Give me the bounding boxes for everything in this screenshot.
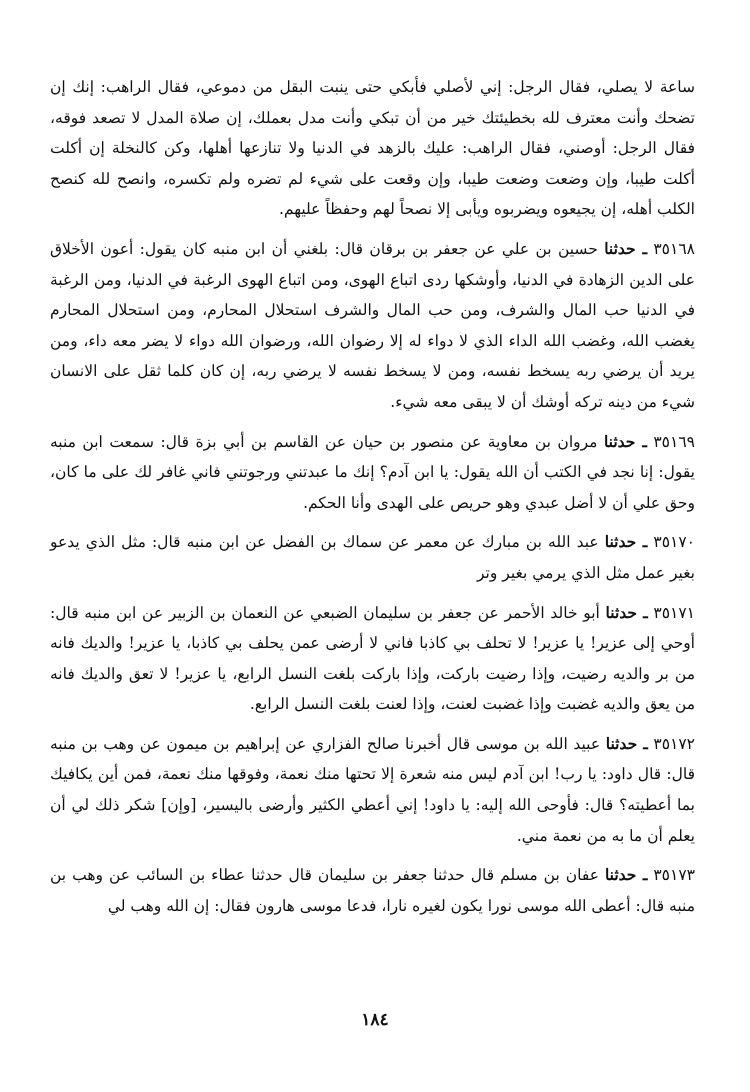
entry-text: أبو خالد الأحمر عن جعفر بن سليمان الضبعي عن النعمان بن الزبير عن ابن منبه قال: أوحي إلى عزير! يا عزير! لا تحلف بي كاذبا فاني لا أرضى عمن يحلف بي كاذبا، يا عزير! والديك فانه من بر والديه رضيت، وإذا رضيت باركت، وإذا باركت بلغت النسل الرابع، يا عزير! لا تعق والديك فانه من يعق والديه غضبت وإذا غضبت لعنت، وإذا لعنت بلغت النسل الرابع. <box>50 603 695 714</box>
entry-label: ـ حدثنا <box>603 431 647 451</box>
hadith-entry-35172 <box>50 729 695 851</box>
entry-label: ـ حدثنا <box>605 602 648 622</box>
hadith-entry-35171 <box>50 598 695 720</box>
entry-number: ٣٥١٦٨ <box>653 239 695 258</box>
page-number: ١٨٤ <box>361 1010 389 1030</box>
hadith-entry-35168 <box>50 234 695 418</box>
hadith-entry-35169 <box>50 427 695 519</box>
entry-label: ـ حدثنا <box>605 733 648 753</box>
entry-text: عفان بن مسلم قال حدثنا جعفر بن سليمان قال حدثنا عطاء بن السائب عن وهب بن منبه قال: أعطى الله موسى نورا يكون لغيره نارا، فدعا موسى هارون فقال: إن الله وهب لي <box>50 866 695 915</box>
hadith-entry-35173 <box>50 860 695 921</box>
continuation-paragraph: ساعة لا يصلي، فقال الرجل: إني لأصلي فأبكي حتى ينبت البقل من دموعي، فقال الراهب: إنك إن تضحك وأنت معترف لله بخطيئتك خير من أن تبكي وأنت مدل بعملك، إن صلاة المدل لا تصعد فوقه، فقال الرجل: أوصني، فقال الراهب: عليك بالزهد في الدنيا ولا تنازعها أهلها، وكن كالنخلة إن أكلت أكلت طيبا، وإن وضعت وضعت طيبا، وإن وقعت على شيء لم تضره ولم تكسره، وانصح لله كنصح الكلب أهله، إن يجيعوه ويضربوه ويأبى إلا نصحاً لهم وحفظاً عليهم. <box>50 78 695 219</box>
entry-text: مروان بن معاوية عن منصور بن حيان عن القاسم بن أبي بزة قال: سمعت ابن منبه يقول: إنا نجد في الكتب أن الله يقول: يا ابن آدم؟ إنك ما عبدتني ورجوتني فاني غافر لك على ما كان، وحق علي أن لا أضل عبدي وهو حريص على الهدى وأنا الحكم. <box>50 432 695 512</box>
entry-text: عبد الله بن مبارك عن معمر عن سماك بن الفضل عن ابن منبه قال: مثل الذي يدعو بغير عمل مثل الذي يرمي بغير وتر <box>50 533 695 582</box>
entry-label: ـ حدثنا <box>604 865 648 885</box>
entry-text: عبيد الله بن موسى قال أخبرنا صالح الفزاري عن إبراهيم بن ميمون عن وهب بن منبه قال: قال داود: يا رب! ابن آدم ليس منه شعرة إلا تحتها منك نعمة، وفوقها منك نعمة، فمن أين يكافيك بما أعطيته؟ قال: فأوحى الله إليه: يا داود! إني أعطي الكثير وأرضى باليسير، [وإن] شكر ذلك لي أن يعلم أن ما به من نعمة مني. <box>50 734 695 845</box>
entry-number: ٣٥١٦٩ <box>653 432 695 451</box>
entry-number: ٣٥١٧٣ <box>653 866 695 885</box>
document-page <box>50 72 695 930</box>
entry-number: ٣٥١٧٢ <box>653 734 696 753</box>
entry-number: ٣٥١٧٠ <box>653 533 696 552</box>
entry-text: حسين بن علي عن جعفر بن برقان قال: بلغني أن ابن منبه كان يقول: أعون الأخلاق على الدين الزهادة في الدنيا، وأوشكها ردى اتباع الهوى، ومن اتباع الهوى الرغبة في الدنيا، ومن الرغبة في الدنيا حب المال والشرف، ومن حب المال والشرف استحلال المحارم، ومن استحلال المحارم يغضب الله، وغضب الله الداء الذي لا دواء له إلا رضوان الله، ورضوان الله دواء لا يضر معه داء، ومن يريد أن يرضي ربه يسخط نفسه، ومن لا يسخط نفسه لا يرضي ربه، إن كان كلما ثقل على الانسان شيء من دينه تركه أوشك أن لا يبقى معه شيء. <box>50 239 695 411</box>
entry-label: ـ حدثنا <box>604 238 647 258</box>
entry-number: ٣٥١٧١ <box>653 603 696 622</box>
hadith-entry-35170 <box>50 527 695 588</box>
entry-label: ـ حدثنا <box>604 532 648 552</box>
